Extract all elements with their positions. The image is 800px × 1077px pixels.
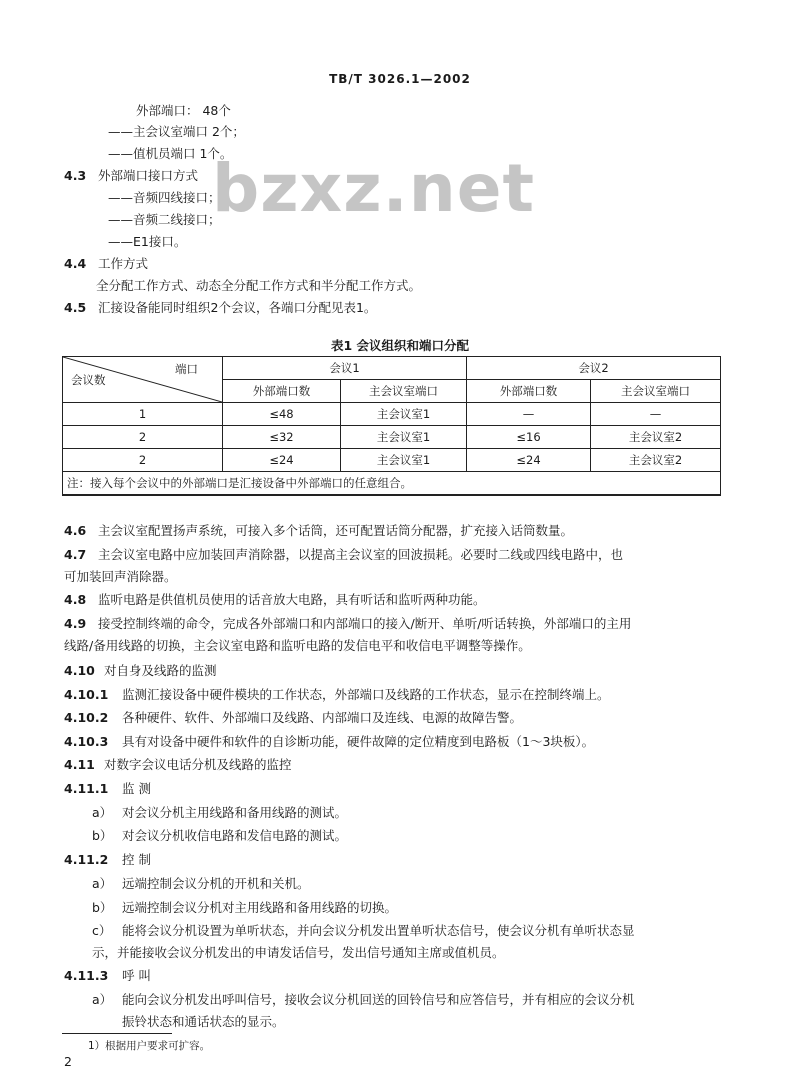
- table-row: [63, 449, 721, 472]
- diag-bottom-label: 会议数: [71, 373, 106, 387]
- section-number: 4.10.2: [64, 710, 109, 725]
- section-number: 4.6: [64, 523, 87, 538]
- section-paragraph: [64, 522, 573, 540]
- section-heading: [64, 299, 376, 317]
- list-item: [92, 804, 347, 822]
- list-item: [92, 991, 635, 1009]
- table-cell: 2: [63, 426, 223, 449]
- text-line: ——值机员端口 1个。: [108, 146, 233, 161]
- table-cell: ≤32: [223, 426, 341, 449]
- section-title: 监 测: [122, 781, 151, 796]
- section-title: 呼 叫: [122, 968, 151, 983]
- table-cell: 主会议室1: [341, 449, 467, 472]
- section-text: 监听电路是供值机员使用的话音放大电路，具有听话和监听两种功能。: [98, 592, 486, 607]
- text-line: 示，并能接收会议分机发出的申请发话信号，发出信号通知主席或值机员。: [92, 945, 505, 960]
- column-header: 主会议室端口: [591, 380, 721, 403]
- table-cell: 主会议室1: [341, 426, 467, 449]
- text-line: 全分配工作方式、动态全分配工作方式和半分配工作方式。: [96, 278, 422, 293]
- list-item: [92, 827, 347, 845]
- list-marker: a）: [92, 992, 113, 1007]
- table-row: [63, 403, 721, 426]
- table-cell: —: [467, 403, 591, 426]
- list-marker: a）: [92, 876, 113, 891]
- text-line: 外部端口： 48个: [136, 103, 231, 118]
- section-title: 对数字会议电话分机及线路的监控: [104, 757, 292, 772]
- section-number: 4.11: [64, 757, 95, 772]
- diag-top-label: 端口: [175, 362, 198, 376]
- section-number: 4.11.2: [64, 852, 109, 867]
- site-watermark: bzxz.net: [212, 150, 536, 227]
- section-title: 外部端口接口方式: [98, 168, 199, 183]
- section-number: 4.10.3: [64, 734, 109, 749]
- section-number: 4.5: [64, 300, 87, 315]
- section-number: 4.3: [64, 168, 87, 183]
- section-heading: [64, 255, 148, 273]
- section-paragraph: [64, 615, 631, 633]
- list-item: [92, 922, 635, 940]
- page-number: 2: [64, 1054, 72, 1069]
- section-text: 各种硬件、软件、外部端口及线路、内部端口及连线、电源的故障告警。: [122, 710, 523, 725]
- section-heading: [64, 967, 151, 985]
- section-heading: [64, 756, 292, 774]
- group-header: 会议1: [223, 357, 467, 380]
- list-text: 能将会议分机设置为单听状态，并向会议分机发出置单听状态信号，使会议分机有单听状态显: [122, 923, 635, 938]
- table-caption: 表1 会议组织和端口分配: [330, 338, 470, 353]
- section-text: 监测汇接设备中硬件模块的工作状态，外部端口及线路的工作状态，显示在控制终端上。: [122, 687, 610, 702]
- table-cell: 主会议室2: [591, 449, 721, 472]
- text-line: ——E1接口。: [108, 234, 187, 249]
- list-text: 对会议分机收信电路和发信电路的测试。: [122, 828, 348, 843]
- section-text: 具有对设备中硬件和软件的自诊断功能，硬件故障的定位精度到电路板（1～3块板）。: [122, 734, 595, 749]
- table-cell: —: [591, 403, 721, 426]
- list-item: [92, 875, 310, 893]
- text-line: 线路/备用线路的切换，主会议室电路和监听电路的发信电平和收信电平调整等操作。: [64, 638, 531, 653]
- section-title: 工作方式: [98, 256, 149, 271]
- table-cell: ≤16: [467, 426, 591, 449]
- list-marker: a）: [92, 805, 113, 820]
- section-number: 4.8: [64, 592, 87, 607]
- section-paragraph: [64, 546, 623, 564]
- table-cell: 1: [63, 403, 223, 426]
- section-paragraph: [64, 733, 594, 751]
- section-paragraph: [64, 591, 486, 609]
- running-header: TB/T 3026.1—2002: [329, 72, 471, 86]
- list-text: 远端控制会议分机对主用线路和备用线路的切换。: [122, 900, 398, 915]
- column-header: 外部端口数: [223, 380, 341, 403]
- list-item: [92, 899, 397, 917]
- table-cell: 主会议室1: [341, 403, 467, 426]
- list-text: 远端控制会议分机的开机和关机。: [122, 876, 310, 891]
- section-title: 控 制: [122, 852, 151, 867]
- list-text: 能向会议分机发出呼叫信号，接收会议分机回送的回铃信号和应答信号，并有相应的会议分机: [122, 992, 635, 1007]
- table-row: [63, 426, 721, 449]
- text-line: 振铃状态和通话状态的显示。: [122, 1014, 285, 1029]
- section-number: 4.10: [64, 663, 95, 678]
- section-heading: [64, 780, 151, 798]
- section-number: 4.4: [64, 256, 87, 271]
- column-header: 外部端口数: [467, 380, 591, 403]
- section-text: 主会议室配置扬声系统，可接入多个话筒，还可配置话筒分配器，扩充接入话筒数量。: [98, 523, 574, 538]
- section-number: 4.10.1: [64, 687, 109, 702]
- list-marker: b）: [92, 900, 113, 915]
- table-cell: 主会议室2: [591, 426, 721, 449]
- table-cell: ≤48: [223, 403, 341, 426]
- section-number: 4.11.1: [64, 781, 109, 796]
- table-cell: 2: [63, 449, 223, 472]
- section-paragraph: [64, 709, 522, 727]
- table-cell: ≤24: [467, 449, 591, 472]
- section-paragraph: [64, 686, 610, 704]
- diagonal-header-cell: [63, 357, 223, 403]
- text-line: ——音频二线接口；: [108, 212, 221, 227]
- text-line: ——音频四线接口；: [108, 190, 221, 205]
- group-header: 会议2: [467, 357, 721, 380]
- table-note: 注：接入每个会议中的外部端口是汇接设备中外部端口的任意组合。: [63, 472, 721, 496]
- list-marker: c）: [92, 923, 112, 938]
- section-heading: [64, 167, 198, 185]
- section-heading: [64, 662, 217, 680]
- text-line: 可加装回声消除器。: [64, 569, 177, 584]
- footnote: 1）根据用户要求可扩容。: [88, 1040, 211, 1052]
- section-heading: [64, 851, 151, 869]
- text-line: ——主会议室端口 2个；: [108, 124, 245, 139]
- section-number: 4.7: [64, 547, 87, 562]
- section-number: 4.11.3: [64, 968, 109, 983]
- section-text: 汇接设备能同时组织2个会议，各端口分配见表1。: [98, 300, 377, 315]
- port-allocation-table: [62, 356, 721, 496]
- column-header: 主会议室端口: [341, 380, 467, 403]
- footnote-rule: [62, 1033, 172, 1034]
- list-text: 对会议分机主用线路和备用线路的测试。: [122, 805, 348, 820]
- list-marker: b）: [92, 828, 113, 843]
- section-number: 4.9: [64, 616, 87, 631]
- table-cell: ≤24: [223, 449, 341, 472]
- section-text: 主会议室电路中应加装回声消除器，以提高主会议室的回波损耗。必要时二线或四线电路中，也: [98, 547, 624, 562]
- section-text: 接受控制终端的命令，完成各外部端口和内部端口的接入/断开、单听/听话转换，外部端口的主用: [98, 616, 632, 631]
- section-title: 对自身及线路的监测: [104, 663, 217, 678]
